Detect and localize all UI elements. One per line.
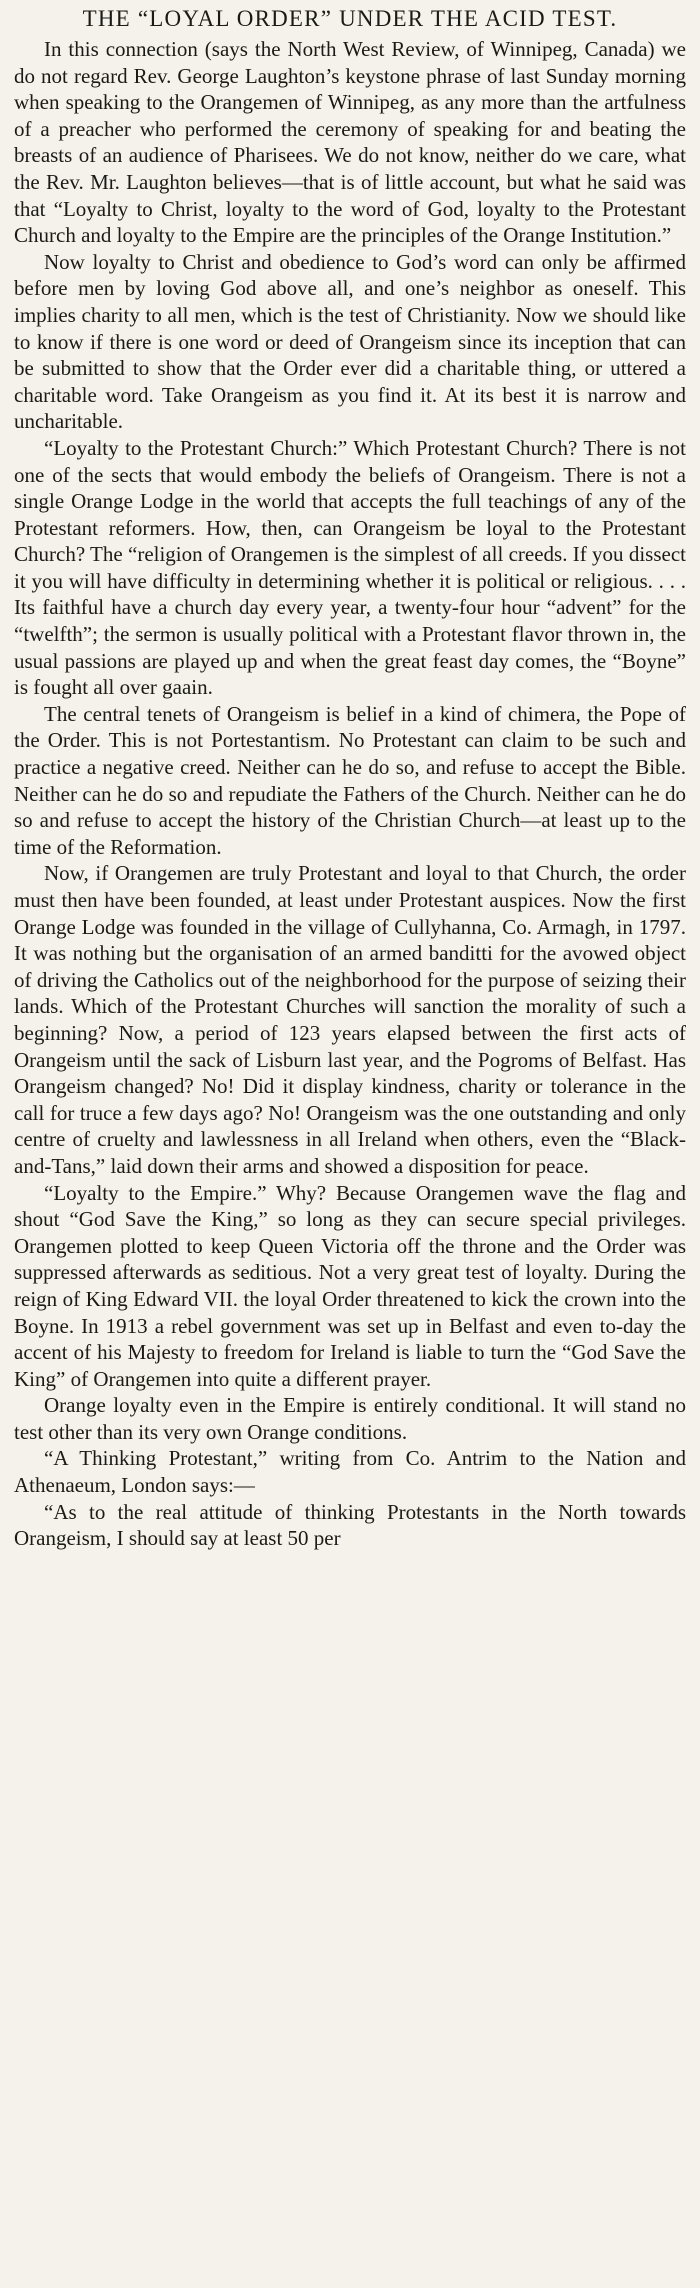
article-title: THE “LOYAL ORDER” UNDER THE ACID TEST. (82, 6, 618, 31)
paragraph-7: Orange loyalty even in the Empire is entirely conditional. It will stand no test other than its very own Orange conditions. (14, 1393, 686, 1444)
article-body (14, 36, 686, 1552)
paragraph-3: “Loyalty to the Protestant Church:” Which Protestant Church? There is not one of the sects that would embody the beliefs of Orangeism. There is not a single Orange Lodge in the world that accepts the full teachings of any of the Protestant reformers. How, then, can Orangeism be loyal to the Protestant Church? The “religion of Orangemen is the simplest of all creeds. If you dissect it you will have difficulty in determining whether it is political or religious. . . . Its faithful have a church day every year, a twenty-four hour “advent” for the “twelfth”; the sermon is usually political with a Protestant flavor thrown in, the usual passions are played up and when the great feast day comes, the “Boyne” is fought all over gaain. (14, 435, 686, 700)
paragraph-6: “Loyalty to the Empire.” Why? Because Orangemen wave the flag and shout “God Save the King,” so long as they can secure special privileges. Orangemen plotted to keep Queen Victoria off the throne and the Order was suppressed afterwards as seditious. Not a very great test of loyalty. During the reign of King Edward VII. the loyal Order threatened to kick the crown into the Boyne. In 1913 a rebel government was set up in Belfast and even to-day the accent of his Majesty to freedom for Ireland is liable to turn the “God Save the King” of Orangemen into quite a different prayer. (14, 1180, 686, 1391)
paragraph-4: The central tenets of Orangeism is belief in a kind of chimera, the Pope of the Order. This is not Portestantism. No Protestant can claim to be such and practice a negative creed. Neither can he do so, and refuse to accept the Bible. Neither can he do so and repudiate the Fathers of the Church. Neither can he do so and refuse to accept the history of the Christian Church—at least up to the time of the Reformation. (14, 701, 686, 859)
paragraph-1: In this connection (says the North West Review, of Winnipeg, Canada) we do not regard Rev. George Laughton’s keystone phrase of last Sunday morning when speaking to the Orangemen of Winnipeg, as any more than the artfulness of a preacher who performed the ceremony of speaking for and beating the breasts of an audience of Pharisees. We do not know, neither do we care, what the Rev. Mr. Laughton believes—that is of little account, but what he said was that “Loyalty to Christ, loyalty to the word of God, loyalty to the Protestant Church and loyalty to the Empire are the principles of the Orange Institution.” (14, 37, 686, 248)
paragraph-9: “As to the real attitude of thinking Protestants in the North towards Orangeism, I should say at least 50 per (14, 1499, 686, 1551)
paragraph-5: Now, if Orangemen are truly Protestant and loyal to that Church, the order must then have been founded, at least under Protestant auspices. Now the first Orange Lodge was founded in the village of Cullyhanna, Co. Armagh, in 1797. It was nothing but the organisation of an armed banditti for the avowed object of driving the Catholics out of the neighborhood for the purpose of seizing their lands. Which of the Protestant Churches will sanction the morality of such a beginning? Now, a period of 123 years elapsed between the first acts of Orangeism until the sack of Lisburn last year, and the Pogroms of Belfast. Has Orangeism changed? No! Did it display kindness, charity or tolerance in the call for truce a few days ago? No! Orangeism was the one outstanding and only centre of cruelty and lawlessness in all Ireland when others, even the “Black-and-Tans,” laid down their arms and showed a disposition for peace. (14, 861, 686, 1178)
paragraph-2: Now loyalty to Christ and obedience to God’s word can only be affirmed before men by loving God above all, and one’s neighbor as oneself. This implies charity to all men, which is the test of Christianity. Now we should like to know if there is one word or deed of Orangeism since its inception that can be submitted to show that the Order ever did a charitable thing, or uttered a charitable word. Take Orangeism as you find it. At its best it is narrow and uncharitable. (14, 249, 686, 434)
paragraph-8: “A Thinking Protestant,” writing from Co. Antrim to the Nation and Athenaeum, London says:— (14, 1446, 686, 1498)
